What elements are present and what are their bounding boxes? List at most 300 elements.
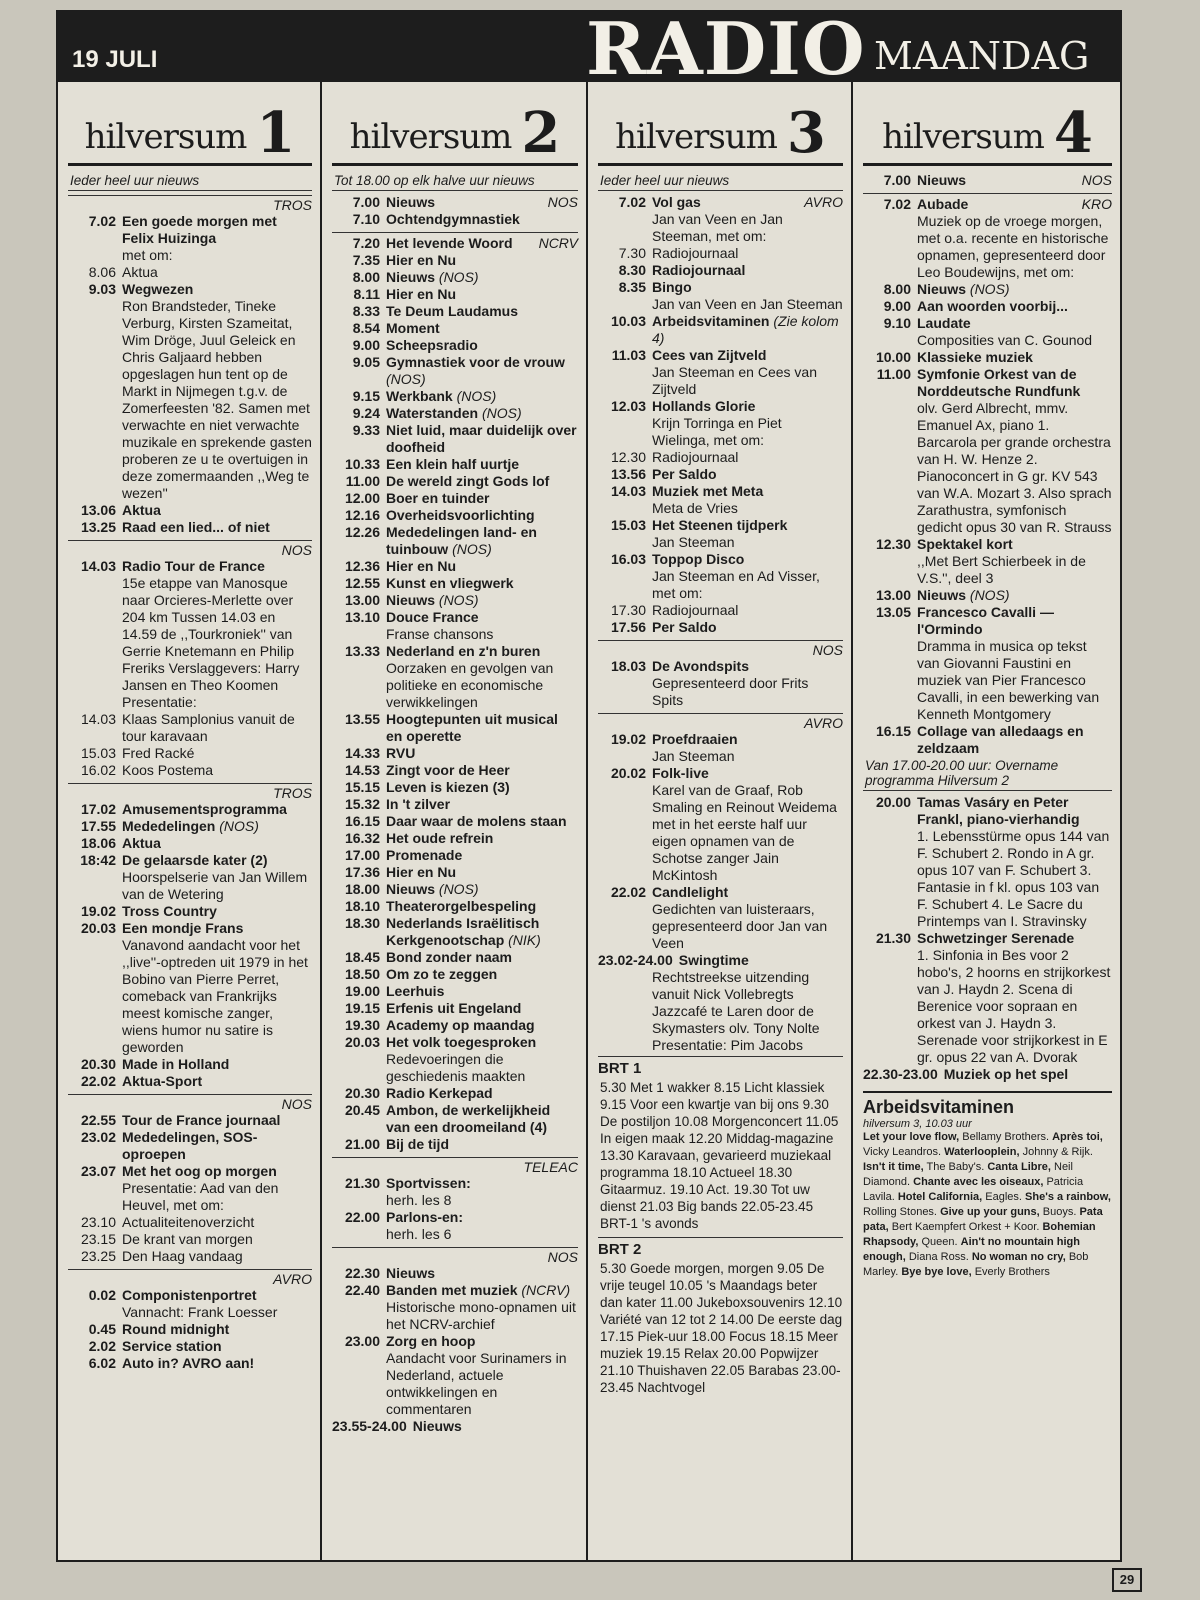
program-description: Fred Racké [122,745,195,761]
program-title: Componistenportret [122,1287,257,1303]
program-body [917,366,1112,536]
program-item [68,558,312,711]
program-item [68,1214,312,1231]
program-item [598,658,843,709]
song-title: Ain't no mountain high enough, [863,1236,1080,1263]
program-body [122,558,312,711]
program-body [386,456,578,473]
program-title: Swingtime [678,952,749,968]
column-hilversum-4 [851,82,1120,1560]
program-title: Radiojournaal [652,262,746,278]
program-time: 7.00 [352,194,380,210]
program-time: 18:42 [80,852,116,868]
broadcaster-tag: AVRO [804,194,843,210]
program-time: 17.00 [344,847,380,863]
program-time: 19.15 [344,1000,380,1016]
station-name: hilversum [615,117,777,157]
program-item [598,398,843,449]
program-item [332,1418,578,1435]
program-title: Service station [122,1338,222,1354]
column-heading [598,82,843,166]
program-time: 13.00 [875,587,911,603]
program-title: Het oude refrein [386,830,494,846]
program-item [332,983,578,1000]
program-body [386,286,578,303]
program-body [386,1000,578,1017]
program-time: 7.02 [88,213,116,229]
program-body [122,1163,312,1214]
program-time: 8.06 [88,264,116,280]
program-time: 16.32 [344,830,380,846]
program-time: 12.16 [344,507,380,523]
program-item [332,898,578,915]
program-item [68,1112,312,1129]
program-item [68,213,312,264]
broadcaster-label: AVRO [68,1269,312,1287]
divider [332,232,578,233]
program-title: Francesco Cavalli — l'Ormindo [917,604,1054,637]
program-title: Aan woorden voorbij... [917,298,1068,314]
program-description: Vannacht: Frank Loesser [122,1304,278,1320]
program-item [598,969,843,1054]
program-description: Franse chansons [386,626,494,642]
program-body [122,762,312,779]
program-time: 12.30 [875,536,911,552]
program-title: Overheidsvoorlichting [386,507,535,523]
program-item [863,723,1112,757]
program-title: Aktua [122,835,161,851]
program-time: 7.20 [352,235,380,251]
program-body [917,172,1112,189]
program-description: Jan Steeman [652,534,735,550]
program-time: 12.26 [344,524,380,540]
program-time: 13.25 [80,519,116,535]
program-time: 6.02 [88,1355,116,1371]
program-title: Cees van Zijtveld [652,347,767,363]
program-title: Het Steenen tijdperk [652,517,788,533]
brt2-title: BRT 2 [598,1237,843,1258]
song-artist: Everly Brothers [974,1266,1050,1278]
program-description: 15e etappe van Manosque naar Orcieres-Merlette over 204 km Tussen 14.03 en 14.59 de ,,Tourkroniek'' van Gerrie Knetemann en Philip Freriks Verslaggevers: Harry Jansen en Theo Koomen Presentatie: [122,575,300,710]
program-item [332,813,578,830]
program-body [652,619,843,636]
program-title: Proefdraaien [652,731,738,747]
program-title: Nieuws [386,1265,436,1281]
column-heading [68,82,312,166]
program-description: herh. les 8 [386,1192,452,1208]
program-body [122,1112,312,1129]
program-time: 17.36 [344,864,380,880]
program-description: Karel van de Graaf, Rob Smaling en Reinout Weidema met in het eerste half uur eigen opnamen van de Schotse zanger Jain McKintosh [652,782,837,883]
program-item [598,313,843,347]
program-body [917,587,1112,604]
program-title: Amusementsprogramma [122,801,287,817]
song-artist: Bellamy Brothers. [962,1131,1050,1143]
song-artist: Queen. [921,1236,958,1248]
arbeidsvitaminen-subtitle: hilversum 3, 10.03 uur [863,1118,972,1130]
program-time: 17.02 [80,801,116,817]
program-item [332,966,578,983]
program-body [917,196,1112,281]
program-title: Gymnastiek voor de vrouw [386,354,565,370]
program-title: Nederland en z'n buren [386,643,541,659]
program-item [598,602,843,619]
program-item [863,536,1112,587]
header-title: RADIO [586,6,866,91]
program-time: 22.30-23.00 [863,1066,938,1082]
program-body [386,1333,578,1418]
broadcaster-label: TROS [68,783,312,801]
program-time: 13.05 [875,604,911,620]
column-heading [332,82,578,166]
program-time: 23.02 [80,1129,116,1145]
program-body [386,1282,578,1333]
program-description: olv. Gerd Albrecht, mmv. Emanuel Ax, piano 1. Barcarola per grande orchestra van H. W. Henze 2. Pianoconcert in G gr. KV 543 van W.A. Mozart 3. Also sprach Zarathustra, symfonisch gedicht opus 30 van R. Strauss [917,400,1112,535]
program-item [598,279,843,313]
brt1-schedule: 5.30 Met 1 wakker 8.15 Licht klassiek 9.15 Voor een kwartje van bij ons 9.30 De postiljon 10.08 Morgenconcert 11.05 In eigen maak 12.20 Middag-magazine 13.30 Karavaan, gevarieerd muziekaal programma 18.10 Actueel 18.30 Gitaarmuz. 19.10 Act. 19.30 Tot uw dienst 21.03 Big bands 22.05-23.45 BRT-1 's avonds [600,1080,839,1231]
news-note: Ieder heel uur nieuws [598,172,843,191]
program-description: Jan Steeman en Cees van Zijtveld [652,364,817,397]
program-body [652,466,843,483]
program-body [386,303,578,320]
song-artist: The Baby's. [926,1161,985,1173]
column-hilversum-1 [58,82,320,1560]
program-item [332,864,578,881]
program-body [122,519,312,536]
program-title: Ochtendgymnastiek [386,211,520,227]
program-time: 12.55 [344,575,380,591]
station-name: hilversum [349,117,512,157]
program-description: Muziek op de vroege morgen, met o.a. recente en historische opnamen, gepresenteerd door Leo Boudewijns, met om: [917,213,1109,280]
program-title: Mededelingen [122,818,216,834]
program-body [386,524,578,558]
program-title: Zingt voor de Heer [386,762,510,778]
program-item [332,456,578,473]
program-time: 8.00 [883,281,911,297]
program-body [917,536,1112,587]
program-time: 18.10 [344,898,380,914]
program-title: Bij de tijd [386,1136,449,1152]
program-body [386,575,578,592]
broadcaster-label: NOS [68,540,312,558]
program-description: Historische mono-opnamen uit het NCRV-archief [386,1299,576,1332]
program-time: 13.33 [344,643,380,659]
program-item [332,1175,578,1209]
program-title: Nieuws [917,281,967,297]
program-title: Scheepsradio [386,337,478,353]
program-title: Per Saldo [652,619,717,635]
program-time: 15.03 [80,745,116,761]
program-item [863,315,1112,349]
song-title: Give up your guns, [940,1206,1040,1218]
program-body [917,723,1112,757]
program-item [68,1056,312,1073]
program-time: 19.02 [610,731,646,747]
program-item [68,818,312,835]
program-item [863,1066,1112,1083]
program-description: Jan van Veen en Jan Steeman [652,296,843,312]
program-time: 18.30 [344,915,380,931]
program-description: Jan van Veen en Jan Steeman, met om: [652,211,783,244]
program-body [386,354,578,388]
station-number: 1 [256,100,296,166]
program-body [386,388,578,405]
program-title: Collage van alledaags en zeldzaam [917,723,1084,756]
program-time: 14.03 [80,711,116,727]
program-time: 10.00 [875,349,911,365]
program-item [598,347,843,398]
program-body [917,930,1112,1066]
program-time: 16.02 [80,762,116,778]
song-artist: Bert Kaempfert Orkest + Koor. [891,1221,1040,1233]
program-description: ,,Met Bert Schierbeek in de V.S.'', deel 3 [917,553,1086,586]
program-item [332,422,578,456]
program-time: 16.03 [610,551,646,567]
program-item [332,211,578,228]
column-hilversum-2 [320,82,586,1560]
program-body [679,952,843,969]
program-title: Nieuws [386,592,436,608]
program-description: Aandacht voor Surinamers in Nederland, actuele ontwikkelingen en commentaren [386,1350,567,1417]
program-body [386,711,578,745]
program-item [598,194,843,245]
program-item [68,1321,312,1338]
program-body [386,779,578,796]
program-title: Raad een lied... of niet [122,519,270,535]
song-title: Canta Libre, [987,1161,1051,1173]
program-time: 9.05 [352,354,380,370]
program-item [332,609,578,643]
program-body [122,920,312,1056]
program-item [332,252,578,269]
program-description: Gedichten van luisteraars, gepresenteerd door Jan van Veen [652,901,828,951]
program-item [863,172,1112,189]
program-body [652,731,843,765]
program-title: Tamas Vasáry en Peter Frankl, piano-vierhandig [917,794,1080,827]
program-title: Made in Holland [122,1056,230,1072]
broadcaster-tag: NOS [547,194,578,210]
program-description: Vanavond aandacht voor het ,,live''-optreden uit 1979 in het Bobino van Pierre Perret, comeback van Frankrijks meest komische zanger, wiens humor nu satire is geworden [122,937,308,1055]
program-item [332,1282,578,1333]
news-note: Ieder heel uur nieuws [68,172,312,191]
program-time: 12.36 [344,558,380,574]
program-time: 15.15 [344,779,380,795]
program-title: Erfenis uit Engeland [386,1000,522,1016]
program-body [652,449,843,466]
program-body [386,1034,578,1085]
program-item [332,286,578,303]
program-item [598,551,843,602]
program-item [68,1231,312,1248]
program-title: Een goede morgen met Felix Huizinga [122,213,277,246]
program-body [386,1265,578,1282]
program-body [386,813,578,830]
program-body [122,502,312,519]
program-time: 7.02 [883,196,911,212]
program-title: Parlons-en: [386,1209,464,1225]
program-description: Radiojournaal [652,245,739,261]
program-title: Met het oog op morgen [122,1163,277,1179]
program-title: Douce France [386,609,479,625]
column-heading [863,82,1112,166]
program-item [68,745,312,762]
program-body [652,279,843,313]
program-time: 13.56 [610,466,646,482]
program-tag: (NOS) [438,881,479,897]
program-body [386,643,578,711]
program-time: 9.03 [88,281,116,297]
program-item [332,1000,578,1017]
program-body [652,551,843,602]
program-title: Nieuws [386,194,436,210]
program-item [863,349,1112,366]
program-time: 8.11 [353,286,380,302]
program-body [122,711,312,745]
program-item [332,949,578,966]
program-title: Mededelingen land- en tuinbouw [386,524,537,557]
song-title: Pata pata, [863,1206,1103,1233]
program-item [332,303,578,320]
program-time: 7.10 [352,211,380,227]
program-body [917,604,1112,723]
program-description: Radiojournaal [652,449,739,465]
program-body [122,1248,312,1265]
program-body [386,949,578,966]
program-body [917,315,1112,349]
header-day: MAANDAG [874,34,1090,78]
program-time: 23.02-24.00 [598,952,673,968]
program-title: Te Deum Laudamus [386,303,518,319]
program-title: Nederlands Israëlitisch Kerkgenootschap [386,915,540,948]
program-title: Muziek met Meta [652,483,764,499]
program-body [386,830,578,847]
program-time: 11.03 [611,347,646,363]
program-time: 20.02 [610,765,646,781]
program-item [68,502,312,519]
program-time: 11.00 [876,366,911,382]
program-description: Krijn Torringa en Piet Wielinga, met om: [652,415,782,448]
program-body [386,609,578,643]
program-tag: (NIK) [508,932,541,948]
program-item [598,619,843,636]
page-number: 29 [1112,1568,1142,1592]
program-description: Koos Postema [122,762,214,778]
program-item [598,765,843,884]
program-item [332,592,578,609]
broadcaster-tag: NCRV [538,235,578,251]
program-body [386,490,578,507]
song-artist: Vicky Leandros. [863,1146,942,1158]
program-title: Nieuws [386,269,436,285]
program-item [332,320,578,337]
program-title: Hier en Nu [386,252,457,268]
program-time: 15.03 [610,517,646,533]
program-item [863,587,1112,604]
program-time: 14.33 [344,745,380,761]
program-time: 9.00 [352,337,380,353]
program-body [386,983,578,1000]
program-title: Daar waar de molens staan [386,813,567,829]
program-title: Ambon, de werkelijkheid van een droomeiland (4) [386,1102,551,1135]
program-body [386,592,578,609]
program-body [386,745,578,762]
program-item [68,281,312,502]
program-time: 17.56 [610,619,646,635]
program-body [386,1175,578,1209]
song-artist: Rolling Stones. [863,1206,937,1218]
program-title: Arbeidsvitaminen [652,313,770,329]
program-tag: (NOS) [456,388,497,404]
program-item [598,517,843,551]
program-title: Hollands Glorie [652,398,756,414]
program-time: 19.00 [344,983,380,999]
program-item [332,490,578,507]
program-description: Dramma in musica op tekst van Giovanni Faustini en muziek van Pier Francesco Cavalli, in een bewerking van Kenneth Montgomery [917,638,1100,722]
program-item [598,245,843,262]
program-body [652,245,843,262]
program-description: Actualiteitenoverzicht [122,1214,255,1230]
page [56,6,1122,1562]
program-list [68,195,312,1372]
program-body [386,1085,578,1102]
program-title: Werkbank [386,388,453,404]
program-time: 20.45 [344,1102,380,1118]
program-body [122,1073,312,1090]
program-item [332,711,578,745]
program-body [122,818,312,835]
broadcaster-tag: KRO [1081,196,1112,212]
program-time [598,969,652,1054]
program-body [652,194,843,245]
program-time: 15.32 [344,796,380,812]
program-title: Een klein half uurtje [386,456,520,472]
program-body [122,801,312,818]
program-title: Sportvissen: [386,1175,471,1191]
header-bar [56,6,1122,91]
program-item [332,643,578,711]
program-time: 10.33 [344,456,380,472]
program-time: 22.40 [344,1282,380,1298]
program-description: Jan Steeman en Ad Visser, met om: [652,568,820,601]
song-title: Isn't it time, [863,1161,924,1173]
program-body [122,1214,312,1231]
program-list [332,194,578,1435]
program-title: Aktua-Sport [122,1073,203,1089]
program-item [332,745,578,762]
program-body [386,847,578,864]
program-item [332,881,578,898]
arbeidsvitaminen-title: Arbeidsvitaminen [863,1091,1112,1118]
program-time: 9.24 [352,405,380,421]
program-time: 9.00 [883,298,911,314]
program-title: Banden met muziek [386,1282,518,1298]
program-tag: (NOS) [219,818,259,834]
broadcaster-label: NOS [332,1247,578,1265]
program-item [598,466,843,483]
program-time: 16.15 [875,723,911,739]
program-body [386,473,578,490]
song-artist: Eagles. [985,1191,1022,1203]
program-title: Klassieke muziek [917,349,1033,365]
program-body [386,252,578,269]
program-item [68,1073,312,1090]
program-time: 23.15 [80,1231,116,1247]
program-item [598,449,843,466]
program-description: Meta de Vries [652,500,738,516]
program-body [386,898,578,915]
program-tag: (NOS) [386,371,426,387]
program-title: De wereld zingt Gods lof [386,473,550,489]
